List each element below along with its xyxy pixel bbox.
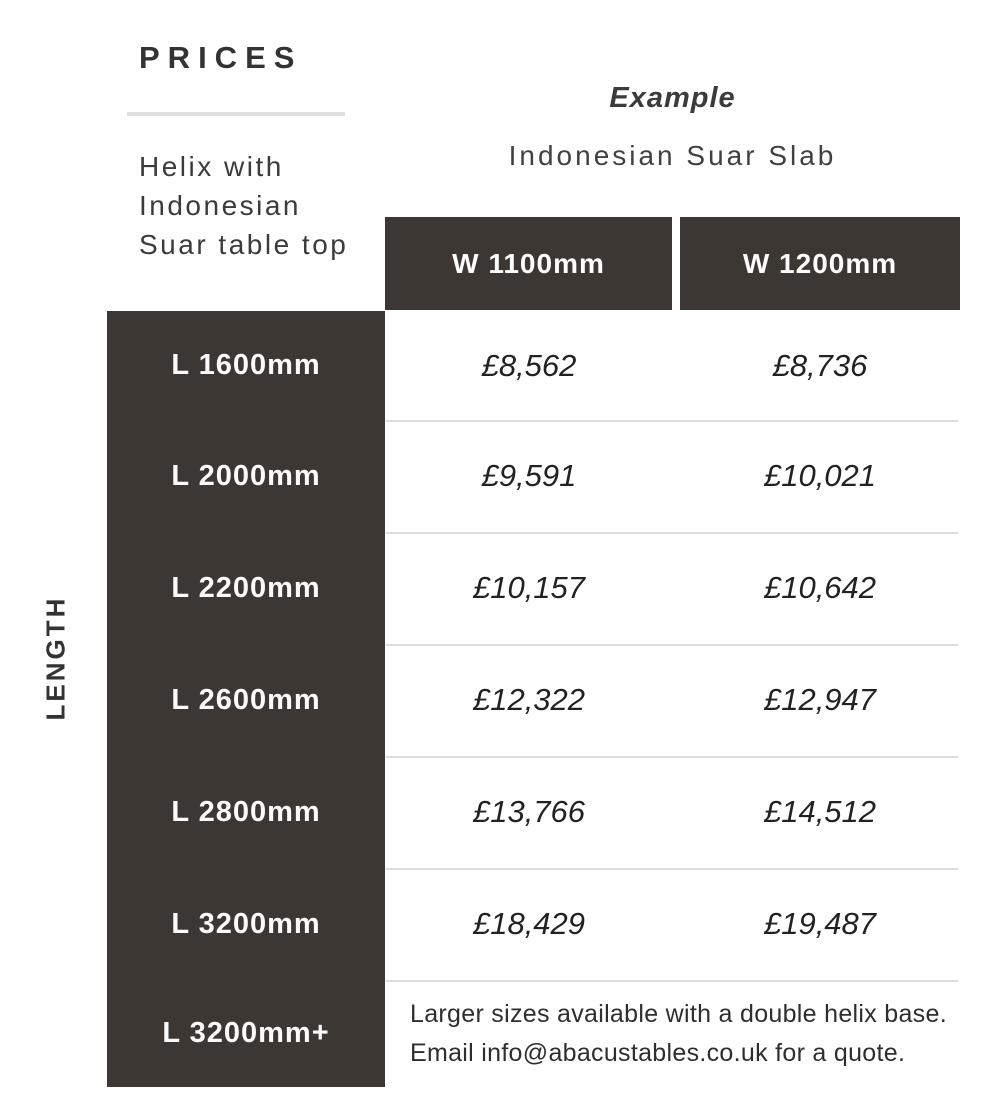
title-underline <box>127 112 345 116</box>
larger-sizes-note <box>410 980 985 1087</box>
price-cell: £12,322 <box>472 682 586 717</box>
row-label-l3200: L 3200mm <box>171 907 321 940</box>
slab-heading: Indonesian Suar Slab <box>508 140 837 171</box>
page-title: PRICES <box>139 40 303 75</box>
price-cell: £10,021 <box>763 458 877 493</box>
price-cell: £19,487 <box>763 906 877 941</box>
price-cell: £14,512 <box>763 794 877 829</box>
row-label-l2800: L 2800mm <box>171 795 321 828</box>
product-description-line: Suar table top <box>139 229 349 260</box>
row-label-l2000: L 2000mm <box>171 459 321 492</box>
note-line: Email info@abacustables.co.uk for a quote. <box>410 1038 906 1067</box>
price-cell: £12,947 <box>763 682 877 717</box>
price-cell: £13,766 <box>472 794 586 829</box>
column-header-w1100: W 1100mm <box>385 217 672 310</box>
note-line: Larger sizes available with a double helix base. <box>410 999 947 1028</box>
price-cell: £10,642 <box>763 570 877 605</box>
row-divider <box>386 420 958 422</box>
row-divider <box>386 868 958 870</box>
row-label-l3200plus: L 3200mm+ <box>162 1017 330 1049</box>
price-cell: £8,736 <box>772 347 868 383</box>
price-cell: £8,562 <box>481 347 577 383</box>
example-heading: Example <box>609 82 736 114</box>
price-cell: £9,591 <box>481 458 577 493</box>
length-axis-label: LENGTH <box>40 595 71 721</box>
product-description-line: Indonesian <box>139 190 302 221</box>
column-header-w1200: W 1200mm <box>680 217 960 310</box>
row-divider <box>386 644 958 646</box>
row-divider <box>386 756 958 758</box>
row-label-l2600: L 2600mm <box>171 683 321 716</box>
price-cell: £18,429 <box>472 906 586 941</box>
product-description-line: Helix with <box>139 151 284 182</box>
row-label-l2200: L 2200mm <box>171 571 321 604</box>
price-cell: £10,157 <box>472 570 586 605</box>
row-label-l1600: L 1600mm <box>171 349 321 381</box>
row-divider <box>386 532 958 534</box>
product-description <box>139 147 348 264</box>
